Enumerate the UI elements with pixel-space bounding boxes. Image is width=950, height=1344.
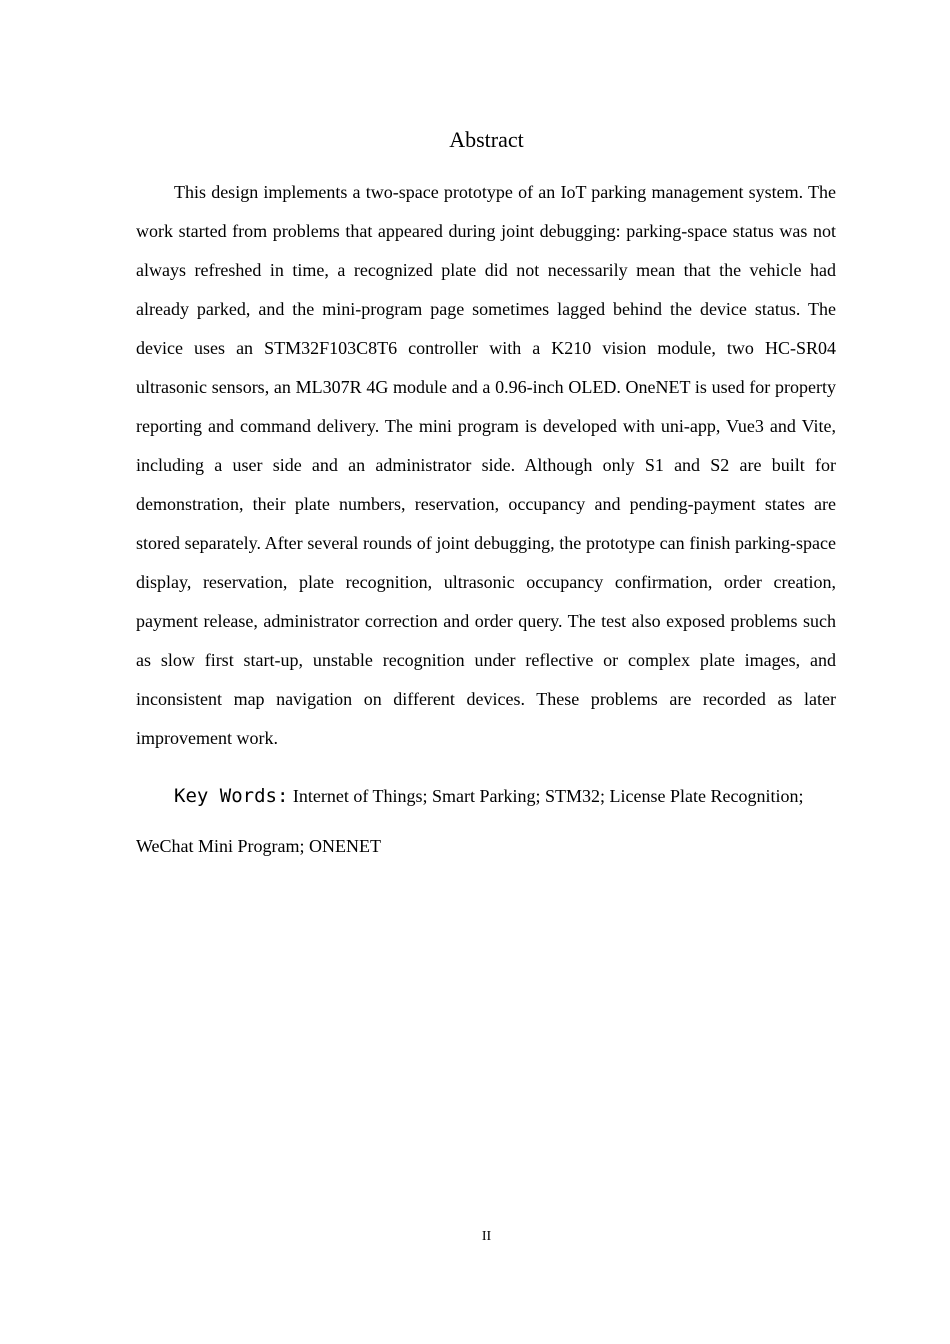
abstract-paragraph: This design implements a two-space prototype of an IoT parking management system. The work started from problems that appeared during joint debugging: parking-space status was not always refreshed in time, a recognized plate did not necessarily mean that the vehicle had already parked, and the mini-program page sometimes lagged behind the device status. The device uses an STM32F103C8T6 controller with a K210 vision module, two HC-SR04 ultrasonic sensors, an ML307R 4G module and a 0.96-inch OLED. OneNET is used for property reporting and command delivery. The mini program is developed with uni-app, Vue3 and Vite, including a user side and an administrator side. Although only S1 and S2 are built for demonstration, their plate numbers, reservation, occupancy and pending-payment states are stored separately. After several rounds of joint debugging, the prototype can finish parking-space display, reservation, plate recognition, ultrasonic occupancy confirmation, order creation, payment release, administrator correction and order query. The test also exposed problems such as slow first start-up, unstable recognition under reflective or complex plate images, and inconsistent map navigation on different devices. These problems are recorded as later improvement work. [136, 182, 836, 748]
keywords-label: Key Words: [174, 785, 289, 807]
page-number: II [481, 1229, 492, 1244]
page-title: Abstract [449, 127, 524, 152]
keywords-list: Internet of Things; Smart Parking; STM32; License Plate Recognition; WeChat Mini Program; ONENET [136, 786, 804, 856]
keywords-paragraph [136, 771, 836, 871]
